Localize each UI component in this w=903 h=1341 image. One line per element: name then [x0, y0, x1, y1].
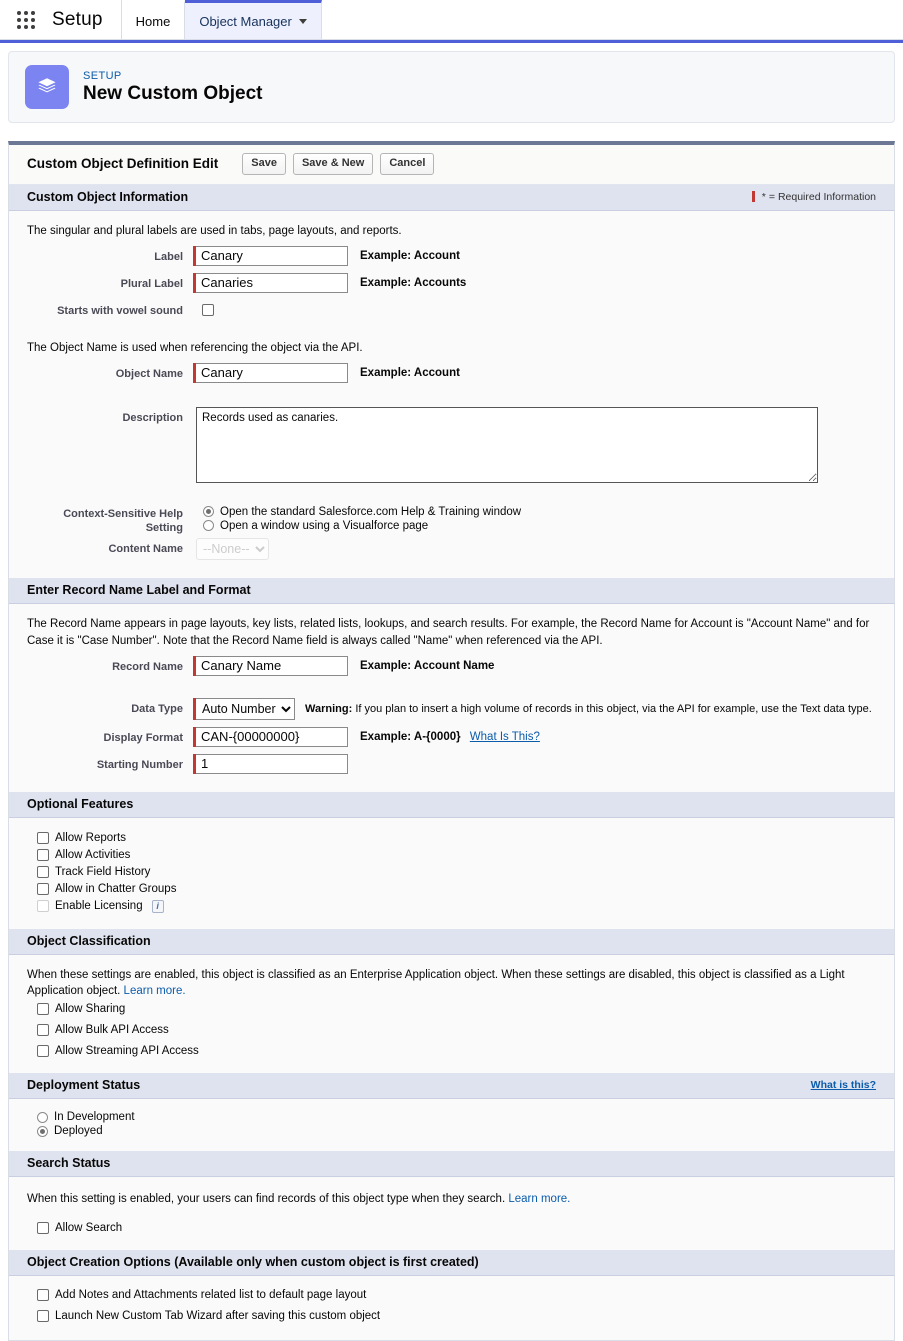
radio-unselected-icon[interactable] [203, 520, 214, 531]
global-header [0, 0, 903, 40]
add-notes-and-attachments-checkbox[interactable] [37, 1289, 49, 1301]
section-title: Object Classification [27, 933, 151, 948]
section-title: Object Creation Options (Available only when custom object is first created) [27, 1254, 479, 1269]
record-name-example [360, 656, 494, 672]
radio-unselected-icon[interactable] [37, 1112, 48, 1123]
checkbox-row-allow-activities[interactable] [27, 849, 876, 861]
stacked-layers-icon [25, 65, 69, 109]
learn-more-link[interactable]: Learn more. [123, 985, 186, 998]
section-body-optional-features [9, 818, 894, 929]
starts-with-vowel-label: Starts with vowel sound [57, 304, 183, 317]
radio-selected-icon[interactable] [37, 1126, 48, 1137]
warning-label: Warning: [305, 702, 353, 715]
checkbox-row-allow-bulk-api-access[interactable] [27, 1024, 876, 1036]
content-name-select [196, 538, 269, 560]
tab-home[interactable] [122, 0, 186, 39]
description-textarea[interactable] [196, 407, 818, 483]
section-header-deployment-status [9, 1073, 894, 1099]
field-row-data-type [27, 698, 876, 720]
save-and-new-button[interactable]: Save & New [293, 153, 373, 175]
radio-selected-icon[interactable] [203, 506, 214, 517]
field-row-plural-label [27, 273, 876, 293]
section-title: Enter Record Name Label and Format [27, 583, 251, 598]
object-name-example [360, 363, 460, 379]
page-banner [8, 51, 895, 123]
object-name-input[interactable] [196, 363, 348, 383]
required-legend-text: = Required Information [768, 190, 876, 203]
display-format-example [360, 727, 540, 743]
app-launcher-button[interactable] [0, 0, 52, 39]
waffle-grid-icon [17, 11, 35, 29]
checkbox-row-allow-search[interactable] [27, 1222, 876, 1234]
context-help-option-visualforce-label: Open a window using a Visualforce page [220, 519, 429, 532]
required-marker-icon [752, 191, 755, 202]
search-status-help-text [27, 1191, 876, 1208]
field-row-description [27, 407, 876, 483]
info-icon[interactable]: i [152, 900, 164, 913]
description-field-label: Description [122, 411, 183, 424]
object-name-field-label: Object Name [115, 367, 183, 380]
allow-streaming-api-access-checkbox[interactable] [37, 1045, 49, 1057]
example-label: Example: [360, 366, 412, 379]
custom-object-definition-form [8, 141, 895, 1341]
checkbox-row-launch-new-custom-tab-wizard[interactable] [27, 1310, 876, 1322]
content-name-field-label: Content Name [108, 543, 183, 556]
track-field-history-label: Track Field History [55, 865, 151, 878]
label-example [360, 246, 460, 262]
plural-label-example [360, 273, 466, 289]
deployment-option-in-development-label: In Development [54, 1111, 135, 1124]
field-row-record-name [27, 656, 876, 676]
search-status-help-body: When this setting is enabled, your users can find records of this object type when they search. [27, 1193, 506, 1206]
plural-label-field-label: Plural Label [120, 277, 183, 290]
page-banner-text [83, 70, 262, 105]
example-label: Example: [360, 249, 412, 262]
starts-with-vowel-checkbox[interactable] [202, 304, 214, 316]
allow-sharing-checkbox[interactable] [37, 1003, 49, 1015]
tab-object-manager[interactable] [185, 0, 322, 39]
allow-reports-checkbox[interactable] [37, 832, 49, 844]
checkbox-row-allow-reports[interactable] [27, 832, 876, 844]
field-row-starts-with-vowel [27, 300, 876, 319]
tab-object-manager-label: Object Manager [199, 13, 292, 29]
section-title: Optional Features [27, 796, 134, 811]
required-information-legend [752, 191, 876, 203]
track-field-history-checkbox[interactable] [37, 866, 49, 878]
launch-new-custom-tab-wizard-checkbox[interactable] [37, 1310, 49, 1322]
data-type-select[interactable] [196, 698, 295, 720]
checkbox-row-add-notes-and-attachments[interactable] [27, 1289, 876, 1301]
checkbox-row-allow-streaming-api-access[interactable] [27, 1045, 876, 1057]
cancel-button[interactable]: Cancel [380, 153, 434, 175]
example-value: A-{0000} [413, 730, 461, 743]
section-header-search-status [9, 1151, 894, 1177]
example-label: Example: [360, 730, 412, 743]
section-body-record-name [9, 604, 894, 791]
display-format-field-label: Display Format [103, 731, 183, 744]
starting-number-field-label: Starting Number [96, 758, 183, 771]
allow-search-label: Allow Search [55, 1221, 123, 1234]
field-row-display-format [27, 727, 876, 747]
starting-number-input[interactable] [196, 754, 348, 774]
checkbox-row-track-field-history[interactable] [27, 866, 876, 878]
breadcrumb-setup: SETUP [83, 69, 122, 82]
checkbox-row-allow-in-chatter-groups[interactable] [27, 883, 876, 895]
allow-activities-checkbox[interactable] [37, 849, 49, 861]
save-button[interactable]: Save [242, 153, 286, 175]
section-title: Search Status [27, 1156, 111, 1171]
enable-licensing-checkbox [37, 900, 49, 912]
example-value: Accounts [413, 276, 467, 289]
section-title: Deployment Status [27, 1078, 141, 1093]
section-header-record-name [9, 578, 894, 604]
example-label: Example: [360, 659, 412, 672]
example-value: Account [413, 366, 460, 379]
form-heading: Custom Object Definition Edit [27, 156, 219, 172]
allow-reports-label: Allow Reports [55, 831, 126, 844]
field-row-starting-number [27, 754, 876, 774]
labels-help-text: The singular and plural labels are used in tabs, page layouts, and reports. [27, 224, 402, 237]
page-banner-wrapper [0, 43, 903, 123]
label-input[interactable] [196, 246, 348, 266]
section-body-object-classification [9, 955, 894, 1073]
allow-streaming-api-access-label: Allow Streaming API Access [55, 1045, 199, 1058]
form-action-bar [9, 145, 894, 185]
section-body-object-creation-options [9, 1276, 894, 1340]
example-value: Account [413, 249, 460, 262]
what-is-this-link[interactable]: What is this? [810, 1079, 876, 1092]
learn-more-link[interactable]: Learn more. [508, 1193, 571, 1206]
record-name-input[interactable] [196, 656, 348, 676]
allow-activities-label: Allow Activities [55, 848, 131, 861]
context-help-option-standard-label: Open the standard Salesforce.com Help & Training window [220, 505, 522, 518]
form-card-wrapper [0, 123, 903, 1341]
enable-licensing-label: Enable Licensing [55, 900, 143, 913]
object-classification-help-body: When these settings are enabled, this object is classified as an Enterprise Application object. When these settings are disabled, this object is classified as a Light Application object. [27, 968, 845, 998]
tab-home-label: Home [135, 13, 171, 29]
field-row-content-name [27, 538, 876, 560]
checkbox-row-enable-licensing [27, 900, 876, 913]
display-format-input[interactable] [196, 727, 348, 747]
context-help-option-visualforce[interactable] [203, 520, 876, 532]
context-help-option-standard[interactable] [203, 506, 876, 518]
allow-bulk-api-access-checkbox[interactable] [37, 1024, 49, 1036]
deployment-option-in-development[interactable] [37, 1111, 876, 1123]
deployment-option-deployed[interactable] [37, 1125, 876, 1137]
section-header-object-classification [9, 929, 894, 955]
record-name-field-label: Record Name [112, 660, 183, 673]
section-body-deployment-status [9, 1099, 894, 1151]
checkbox-row-allow-sharing[interactable] [27, 1003, 876, 1015]
section-header-optional-features [9, 792, 894, 818]
deployment-option-deployed-label: Deployed [54, 1125, 103, 1138]
allow-sharing-label: Allow Sharing [55, 1003, 126, 1016]
chevron-down-icon[interactable] [299, 19, 307, 24]
warning-text: If you plan to insert a high volume of records in this object, via the API for example, use the Text data type. [355, 702, 872, 715]
setup-title: Setup [52, 8, 103, 30]
record-name-help-text: The Record Name appears in page layouts, key lists, related lists, lookups, and search results. For example, the Record Name for Account is "Account Name" and for Case it is "Case Number". Note that the Record Name field is always called "Name" when referenced via the API. [27, 618, 870, 648]
required-asterisk: * [761, 190, 766, 203]
example-label: Example: [360, 276, 412, 289]
context-help-label-line2: Setting [145, 521, 183, 534]
launch-new-custom-tab-wizard-label: Launch New Custom Tab Wizard after saving this custom object [55, 1309, 381, 1322]
plural-label-input[interactable] [196, 273, 348, 293]
section-body-search-status [9, 1177, 894, 1250]
field-row-context-help [27, 503, 876, 536]
context-help-label-line1: Context-Sensitive Help [63, 507, 183, 520]
context-help-field-label [27, 503, 193, 536]
add-notes-and-attachments-label: Add Notes and Attachments related list to default page layout [55, 1288, 367, 1301]
data-type-warning [305, 698, 872, 715]
field-row-label [27, 246, 876, 266]
allow-search-checkbox[interactable] [37, 1222, 49, 1234]
section-header-custom-object-information [9, 185, 894, 211]
object-classification-help-text [27, 967, 876, 1000]
label-field-label: Label [154, 250, 183, 263]
allow-bulk-api-access-label: Allow Bulk API Access [55, 1024, 169, 1037]
page-title: New Custom Object [83, 82, 263, 104]
allow-in-chatter-groups-checkbox[interactable] [37, 883, 49, 895]
nav-tabs [121, 0, 322, 39]
section-body-custom-object-information [9, 211, 894, 579]
field-row-object-name [27, 363, 876, 383]
object-name-help-text: The Object Name is used when referencing the object via the API. [27, 342, 363, 355]
example-value: Account Name [413, 659, 495, 672]
section-title: Custom Object Information [27, 189, 189, 204]
allow-in-chatter-groups-label: Allow in Chatter Groups [55, 882, 177, 895]
what-is-this-link[interactable]: What Is This? [469, 730, 540, 743]
data-type-field-label: Data Type [131, 702, 183, 715]
